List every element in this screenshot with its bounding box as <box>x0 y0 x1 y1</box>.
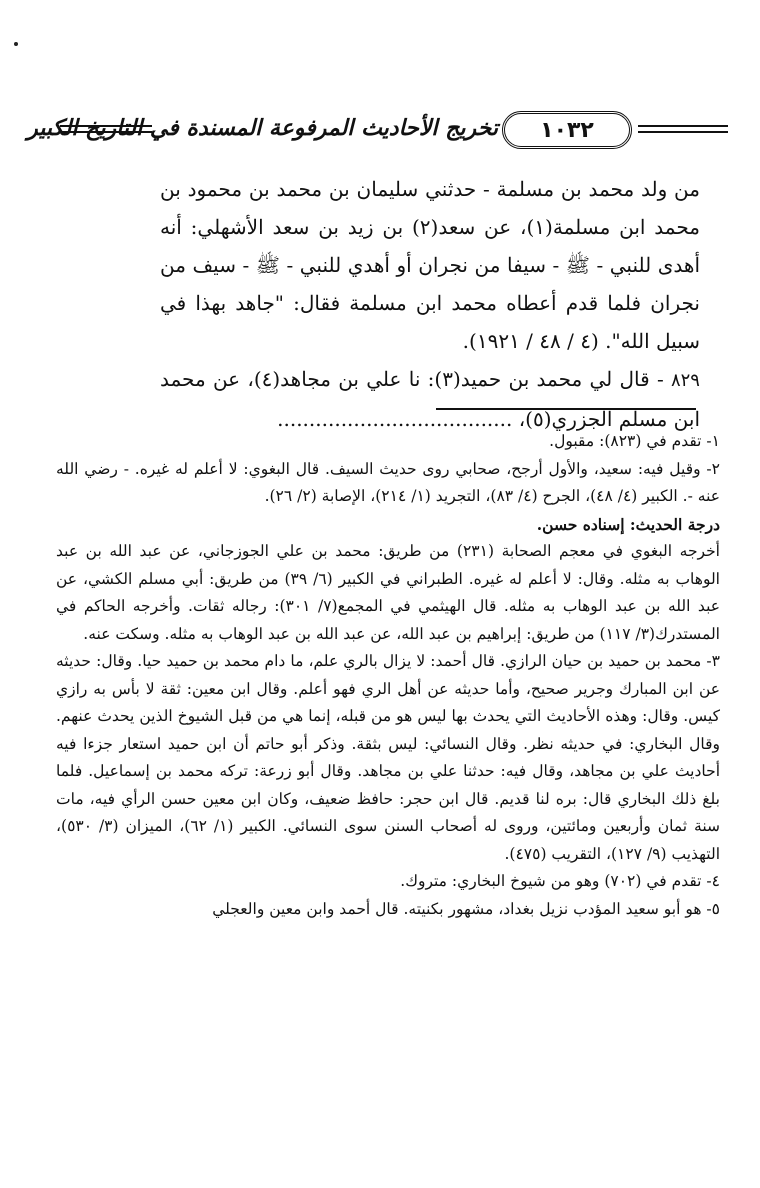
footnote-1: ١- تقدم في (٨٢٣): مقبول. <box>549 432 720 450</box>
footnote-separator <box>436 408 696 410</box>
page-number-frame <box>502 111 632 149</box>
grade-text: أخرجه البغوي في معجم الصحابة (٢٣١) من طريق: محمد بن علي الجوزجاني، عن عبد الله بن عبد الوهاب به مثله. وقال: لا أعلم له غيره. الطبراني في الكبير (٦/ ٣٩) من طريق: أبي مسلم الكشي، عن عبد الله بن عبد الوهاب به مثله. قال الهيثمي في المجمع(٧/ ٣٠١): رجاله ثقات. وأخرجه الحاكم في المستدرك(٣/ ١١٧) من طريق: إبراهيم بن عبد الله، عن عبد الله بن عبد الوهاب به مثله. وسكت عنه. <box>56 542 720 643</box>
page-speck <box>14 42 18 46</box>
hadith-number: ٨٢٩ <box>670 370 700 391</box>
page-header <box>27 108 728 148</box>
header-title: تخريج الأحاديث المرفوعة المسندة في التاريخ الكبير <box>27 115 498 141</box>
header-rule-right <box>638 125 728 127</box>
footnote-3: ٣- محمد بن حميد بن حيان الرازي. قال أحمد: لا يزال بالري علم، ما دام محمد بن حميد حيا. وقال: حديثه عن ابن المبارك وجرير صحيح، وأما حديثه عن أهل الري فهو أعلم. وقال ابن معين: ثقة لا بأس به رازي كيس. وقال: وهذه الأحاديث التي يحدث بها ليس هو من قبله، إنما هي من قبل الشيوخ الذين يحدث عنهم. وقال البخاري: في حديثه نظر. وقال النسائي: ليس بثقة. وذكر أبو حاتم أن ابن حميد استعار جزءا فيه أحاديث علي بن مجاهد، وقال فيه: حدثنا علي بن مجاهد. وقال أبو زرعة: تركه محمد بن إسماعيل. فلما بلغ ذلك البخاري قال: بره لنا قديم. قال ابن حجر: حافظ ضعيف، وكان ابن معين حسن الرأي فيه، مات سنة ثمان وأربعين ومائتين، وروى له أصحاب السنن سوى النسائي. الكبير (١/ ٦٢)، الميزان (٣/ ٥٣٠)، التهذيب (٩/ ١٢٧)، التقريب (٤٧٥). <box>56 652 720 863</box>
footnote-5: ٥- هو أبو سعيد المؤدب نزيل بغداد، مشهور بكنيته. قال أحمد وابن معين والعجلي <box>212 899 720 918</box>
main-paragraph-2 <box>160 360 700 438</box>
grade-heading: درجة الحديث: إسناده حسن. <box>536 514 720 534</box>
page-number: ١٠٣٢ <box>540 117 594 143</box>
footnote-4: ٤- تقدم في (٧٠٢) وهو من شيوخ البخاري: متروك. <box>400 872 720 890</box>
hadith-text: - قال لي محمد بن حميد(٣): نا علي بن مجاهد(٤)، عن محمد ابن مسلم الجزري(٥)، <box>160 367 700 431</box>
main-text <box>160 170 700 438</box>
continuation-dots: ..................................... <box>277 407 513 431</box>
footnotes <box>56 428 720 923</box>
footnote-2: ٢- وقيل فيه: سعيد، والأول أرجح، صحابي روى حديث السيف. قال البغوي: لا أعلم له غيره. - رضي الله عنه -. الكبير (٤/ ٤٨)، الجرح (٤/ ٨٣)، التجريد (١/ ٢١٤)، الإصابة (٢/ ٢٦). <box>56 459 720 505</box>
main-paragraph-1: من ولد محمد بن مسلمة - حدثني سليمان بن محمد بن محمود بن محمد ابن مسلمة(١)، عن سعد(٢) بن زيد بن سعد الأشهلي: أنه أهدى للنبي - ﷺ - سيفا من نجران أو أهدي للنبي - ﷺ - سيف من نجران فلما قدم أعطاه محمد ابن مسلمة فقال: "جاهد بهذا في سبيل الله". (٤ / ٤٨ / ١٩٢١). <box>160 177 700 353</box>
header-rule-right-lower <box>638 131 728 133</box>
